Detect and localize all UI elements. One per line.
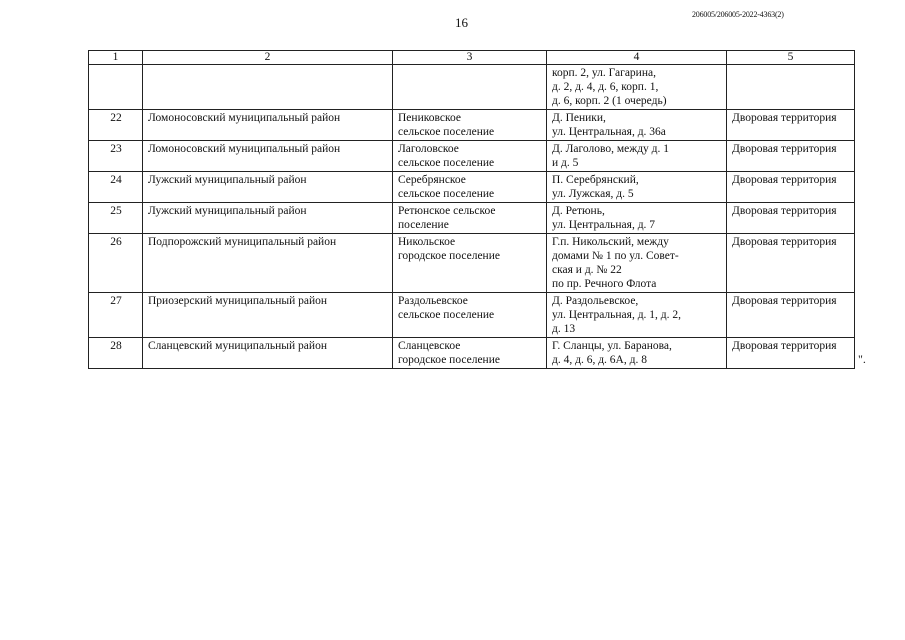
table-row [89,172,855,203]
column-number: 2 [143,51,393,65]
cell-line: корп. 2, ул. Гагарина, [552,67,656,79]
cell-line: и д. 5 [552,157,579,169]
table-row [89,338,855,369]
cell-line: Приозерский муниципальный район [148,295,328,307]
district-cell [143,338,393,369]
cell-line: Никольское [398,236,456,248]
cell-line: Дворовая территория [732,295,837,307]
cell-line: Дворовая территория [732,205,837,217]
territory-type-cell [727,110,855,141]
cell-line: сельское поселение [398,188,495,200]
table-row [89,110,855,141]
cell-line: д. 4, д. 6, д. 6А, д. 8 [552,354,647,366]
cell-line: по пр. Речного Флота [552,278,657,290]
district-cell [143,65,393,110]
page-number: 16 [455,15,468,30]
district-cell [143,110,393,141]
district-cell [143,234,393,293]
cell-line: Ломоносовский муниципальный район [148,112,341,124]
cell-line: Д. Лаголово, между д. 1 [552,143,670,155]
cell-line: домами № 1 по ул. Совет- [552,250,679,262]
row-number-cell [89,65,143,110]
district-cell [143,141,393,172]
address-cell [547,141,727,172]
cell-line: Дворовая территория [732,340,837,352]
row-number-cell: 23 [89,141,143,172]
address-cell [547,110,727,141]
cell-line: сельское поселение [398,126,495,138]
row-number-cell: 28 [89,338,143,369]
settlement-cell [393,110,547,141]
column-number: 5 [727,51,855,65]
cell-line: Дворовая территория [732,143,837,155]
territory-type-cell [727,338,855,369]
document-code: 206005/206005-2022-4363(2) [692,10,784,19]
cell-line: Подпорожский муниципальный район [148,236,337,248]
cell-line: Лаголовское [398,143,459,155]
row-number-cell: 22 [89,110,143,141]
cell-line: Д. Пеники, [552,112,606,124]
cell-line: Сланцевское [398,340,461,352]
settlement-cell [393,172,547,203]
cell-line: ул. Центральная, д. 7 [552,219,656,231]
cell-line: городское поселение [398,354,500,366]
settlement-cell [393,293,547,338]
table-row [89,203,855,234]
table-row [89,293,855,338]
territory-type-cell [727,293,855,338]
registry-table [88,50,855,369]
address-cell [547,203,727,234]
cell-line: Лужский муниципальный район [148,205,307,217]
cell-line: Г. Сланцы, ул. Баранова, [552,340,672,352]
territory-type-cell [727,65,855,110]
row-number-cell: 24 [89,172,143,203]
row-number-cell: 27 [89,293,143,338]
settlement-cell [393,65,547,110]
cell-line: Д. Ретюнь, [552,205,605,217]
cell-line: Д. Раздольевское, [552,295,639,307]
territory-type-cell [727,172,855,203]
settlement-cell [393,141,547,172]
cell-line: Дворовая территория [732,236,837,248]
table-row [89,141,855,172]
cell-line: Раздольевское [398,295,468,307]
cell-line: д. 2, д. 4, д. 6, корп. 1, [552,81,659,93]
address-cell [547,234,727,293]
cell-line: д. 13 [552,323,576,335]
cell-line: Сланцевский муниципальный район [148,340,327,352]
cell-line: ская и д. № 22 [552,264,622,276]
cell-line: д. 6, корп. 2 (1 очередь) [552,95,667,107]
cell-line: Ломоносовский муниципальный район [148,143,341,155]
cell-line: ул. Центральная, д. 1, д. 2, [552,309,682,321]
cell-line: Ретюнское сельское [398,205,496,217]
cell-line: сельское поселение [398,157,495,169]
address-cell [547,172,727,203]
cell-line: Дворовая территория [732,112,837,124]
cell-line: Дворовая территория [732,174,837,186]
table-row [89,65,855,110]
cell-line: Лужский муниципальный район [148,174,307,186]
column-number: 4 [547,51,727,65]
cell-line: Г.п. Никольский, между [552,236,669,248]
territory-type-cell [727,234,855,293]
settlement-cell [393,203,547,234]
territory-type-cell [727,141,855,172]
cell-line: ул. Лужская, д. 5 [552,188,634,200]
closing-quote: ". [858,352,866,366]
district-cell [143,203,393,234]
settlement-cell [393,338,547,369]
row-number-cell: 26 [89,234,143,293]
cell-line: сельское поселение [398,309,495,321]
column-number: 1 [89,51,143,65]
cell-line: поселение [398,219,449,231]
cell-line: ул. Центральная, д. 36а [552,126,666,138]
table-row [89,234,855,293]
address-cell [547,338,727,369]
row-number-cell: 25 [89,203,143,234]
cell-line: Серебрянское [398,174,466,186]
district-cell [143,293,393,338]
address-cell [547,65,727,110]
cell-line: городское поселение [398,250,500,262]
column-number-row [89,51,855,65]
cell-line: Пениковское [398,112,461,124]
address-cell [547,293,727,338]
cell-line: П. Серебрянский, [552,174,639,186]
territory-type-cell [727,203,855,234]
column-number: 3 [393,51,547,65]
settlement-cell [393,234,547,293]
district-cell [143,172,393,203]
